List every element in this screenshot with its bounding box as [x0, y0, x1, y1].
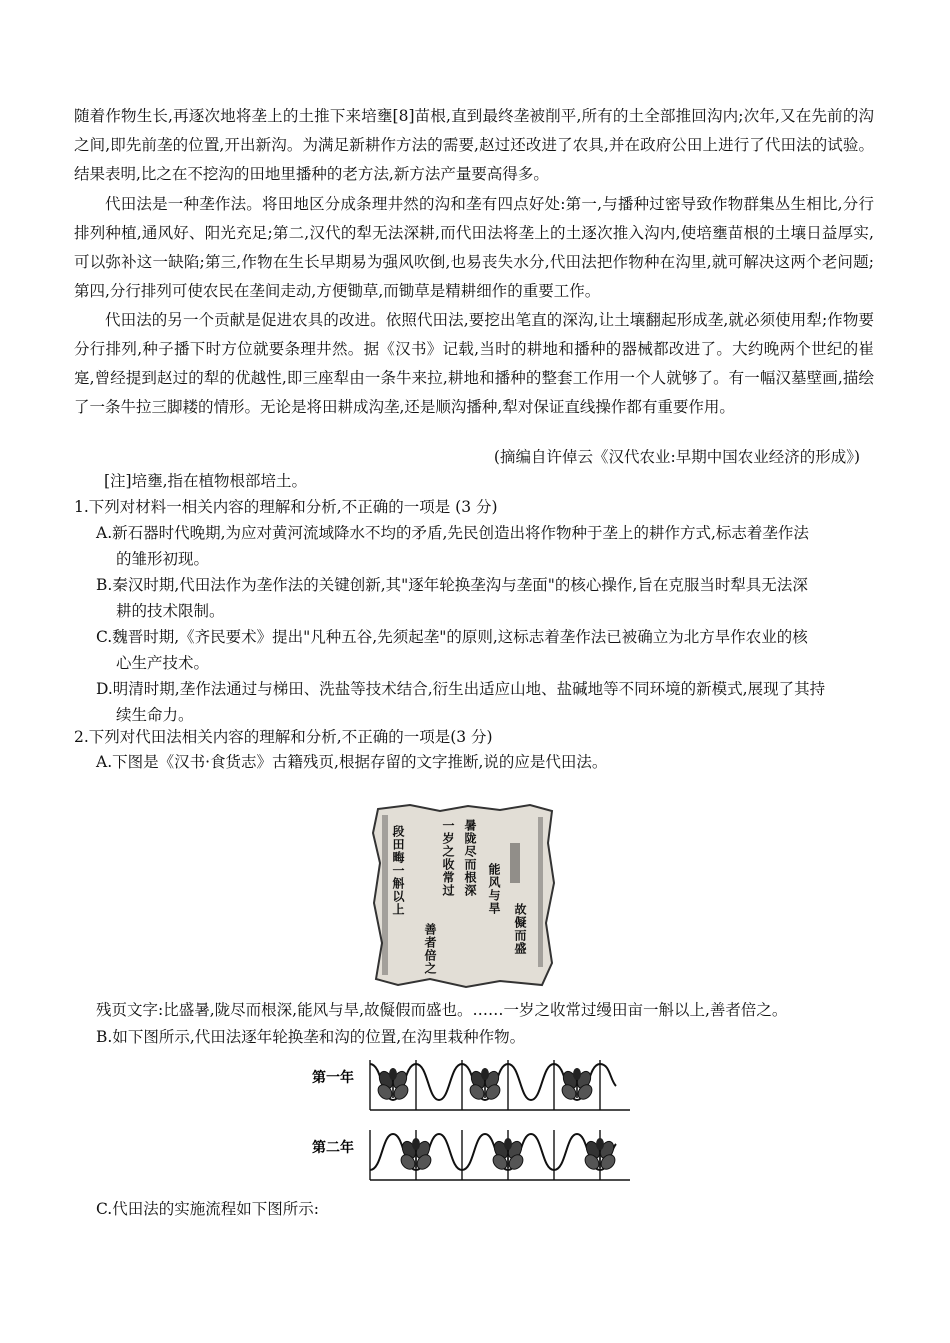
option-b-line-1: B.秦汉时期,代田法作为垄作法的关键创新,其"逐年轮换垄沟与垄面"的核心操作,旨在克服当时犁具无法深	[96, 576, 808, 594]
option-a-line-1: A.新石器时代晚期,为应对黄河流域降水不均的矛盾,先民创造出将作物种于垄上的耕作方式,标志着垄作法	[96, 524, 809, 542]
annotation-note: [注]培壅,指在植物根部培土。	[104, 472, 308, 490]
question-2-option-a: A.下图是《汉书·食货志》古籍残页,根据存留的文字推断,说的应是代田法。	[96, 753, 608, 771]
fragment-caption: 残页文字:比盛暑,陇尽而根深,能风与旱,故儗假而盛也。……一岁之收常过缦田亩一斛以上,善者倍之。	[96, 1001, 788, 1019]
year-1-grid	[370, 1060, 630, 1110]
fragment-column-6: 故儗而盛	[513, 903, 527, 955]
manuscript-fragment-image	[370, 803, 558, 989]
option-d-line-2: 续生命力。	[116, 706, 194, 724]
ridge-furrow-diagram	[310, 1050, 640, 1186]
question-2-option-b: B.如下图所示,代田法逐年轮换垄和沟的位置,在沟里栽种作物。	[96, 1028, 526, 1046]
question-1-stem: 1.下列对材料一相关内容的理解和分析,不正确的一项是 (3 分)	[74, 498, 498, 516]
material-paragraph-2: 代田法是一种垄作法。将田地区分成条理井然的沟和垄有四点好处:第一,与播种过密导致作物群集丛生相比,分行排列种植,通风好、阳光充足;第二,汉代的犁无法深耕,而代田法将垄上的土逐次推入沟内,使培壅苗根的土壤日益厚实,可以弥补这一缺陷;第三,作物在生长早期易为强风吹倒,也易丧失水分,代田法把作物种在沟里,就可解决这两个老问题;第四,分行排列可使农民在垄间走动,方便锄草,而锄草是精耕细作的重要工作。	[74, 195, 874, 300]
option-d-line-1: D.明清时期,垄作法通过与梯田、洗盐等技术结合,衍生出适应山地、盐碱地等不同环境的新模式,展现了其持	[96, 680, 826, 698]
question-1-option-b	[96, 572, 872, 624]
question-1-option-a	[96, 520, 872, 572]
fragment-column-1: 段田畮一斛以上	[391, 825, 405, 916]
material-paragraph-3: 代田法的另一个贡献是促进农具的改进。依照代田法,要挖出笔直的深沟,让土壤翻起形成垄,就必须使用犁;作物要分行排列,种子播下时方位就要条理井然。据《汉书》记载,当时的耕地和播种的器械都改进了。大约晚两个世纪的崔寔,曾经提到赵过的犁的优越性,即三座犁由一条牛来拉,耕地和播种的整套工作用一个人就够了。有一幅汉墓壁画,描绘了一条牛拉三脚耧的情形。无论是将田耕成沟垄,还是顺沟播种,犁对保证直线操作都有重要作用。	[74, 311, 874, 416]
material-paragraph-1: 随着作物生长,再逐次地将垄上的土推下来培壅[8]苗根,直到最终垄被削平,所有的土全部推回沟内;次年,又在先前的沟之间,即先前垄的位置,开出新沟。为满足新耕作方法的需要,赵过还改进了农具,并在政府公田上进行了代田法的试验。结果表明,比之在不挖沟的田地里播种的老方法,新方法产量要高得多。	[74, 107, 874, 183]
fragment-column-5: 能风与旱	[487, 863, 501, 915]
option-a-line-2: 的雏形初现。	[116, 550, 210, 568]
source-citation: (摘编自许倬云《汉代农业:早期中国农业经济的形成》)	[493, 448, 860, 466]
question-2-stem: 2.下列对代田法相关内容的理解和分析,不正确的一项是(3 分)	[74, 728, 493, 746]
question-2-option-c: C.代田法的实施流程如下图所示:	[96, 1200, 319, 1218]
fragment-column-3: 一岁之收常过	[441, 819, 455, 897]
option-c-line-1: C.魏晋时期,《齐民要术》提出"凡种五谷,先须起垄"的原则,这标志着垄作法已被确立为北方旱作农业的核	[96, 628, 808, 646]
fragment-column-4: 暑陇尽而根深	[463, 819, 477, 897]
year-2-label: 第二年	[312, 1140, 354, 1156]
question-1-option-d	[96, 676, 872, 728]
year-1-label: 第一年	[312, 1070, 354, 1086]
option-b-line-2: 耕的技术限制。	[116, 602, 225, 620]
fragment-column-2: 善者倍之	[423, 923, 437, 975]
option-c-line-2: 心生产技术。	[116, 654, 210, 672]
question-1-option-c	[96, 624, 872, 676]
